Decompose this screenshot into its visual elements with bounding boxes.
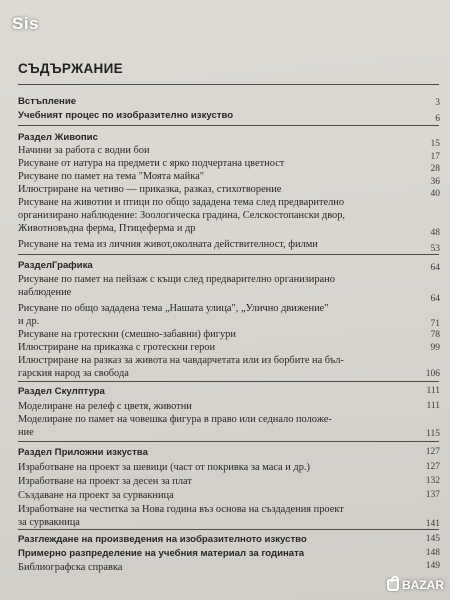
page-number: 148 <box>425 548 440 558</box>
page-number: 137 <box>425 490 440 500</box>
watermark-bottom-text: BAZAR <box>402 578 444 592</box>
toc-entry: Рисуване по памет на тема "Моята майка" <box>18 171 204 182</box>
toc-entry-cont: ние <box>18 427 34 438</box>
page-number: 36 <box>430 177 440 187</box>
section-heading: Раздел Живопис <box>18 132 98 143</box>
page-number: 17 <box>430 152 440 162</box>
section-heading: Раздел Скулптура <box>18 386 105 397</box>
page-number: 132 <box>425 476 440 486</box>
divider <box>18 441 439 442</box>
toc-entry: Рисуване на гротескни (смешно-забавни) фигури <box>18 329 236 340</box>
toc-entry: Моделиране по памет на човешка фигура в право или седнало положе- <box>18 414 332 425</box>
page-number: 141 <box>425 519 440 529</box>
toc-entry: Встъпление <box>18 96 77 107</box>
page-number: 64 <box>430 263 440 273</box>
toc-entry: Моделиране на релеф с цветя, животни <box>18 401 192 412</box>
divider <box>18 125 439 126</box>
toc-entry: Начини за работа с водни бои <box>18 145 150 156</box>
watermark-bottom <box>387 578 444 592</box>
toc-entry: Библиографска справка <box>18 562 123 573</box>
section-heading: Раздел Приложни изкуства <box>18 447 148 458</box>
toc-entry: Илюстриране на разказ за живота на чавдарчетата или из борбите на бъл- <box>18 355 344 366</box>
toc-entry-cont: и др. <box>18 316 40 327</box>
toc-entry-cont: гарския народ за свобода <box>18 368 129 379</box>
page-number: 48 <box>430 228 440 238</box>
toc-entry: Рисуване на тема из личния живот,околната действителност, филми <box>18 239 318 250</box>
divider <box>18 84 439 85</box>
toc-entry: Изработване на проект за шевици (част от покривка за маса и др.) <box>18 462 310 473</box>
page-number: 145 <box>425 534 440 544</box>
page-number: 3 <box>435 98 440 108</box>
toc-entry: Рисуване по общо зададена тема „Нашата улица", „Улично движение" <box>18 303 329 314</box>
toc-entry: Изработване на проект за десен за плат <box>18 476 192 487</box>
page-number: 64 <box>430 294 440 304</box>
toc-entry-cont: Животновъдна ферма, Птицеферма и др <box>18 223 196 234</box>
page-number: 40 <box>430 189 440 199</box>
page-number: 115 <box>426 429 440 439</box>
toc-entry-cont: за сурвакница <box>18 517 80 528</box>
toc-entry: Примерно разпределение на учебния материал за годината <box>18 548 305 559</box>
page-number: 15 <box>430 139 440 149</box>
toc-entry: Учебният процес по изобразително изкуство <box>18 110 234 121</box>
toc-entry: Изработване на честитка за Нова година въз основа на създадения проект <box>18 504 344 515</box>
toc-entry: Рисуване от натура на предмети с ярко подчертана цветност <box>18 158 285 169</box>
page-number: 6 <box>435 114 440 124</box>
page-number: 111 <box>426 386 440 396</box>
toc-entry: Илюстриране на четиво — приказка, разказ, стихотворение <box>18 184 282 195</box>
divider <box>18 381 439 382</box>
page-number: 53 <box>430 244 440 254</box>
toc-entry-cont: организирано наблюдение: Зоологическа градина, Селскостопански двор, <box>18 210 346 221</box>
shopping-bag-icon <box>387 579 399 591</box>
page-number: 71 <box>430 319 440 329</box>
page-number: 127 <box>425 462 440 472</box>
divider <box>18 529 439 530</box>
section-heading: РазделГрафика <box>18 260 93 271</box>
toc-entry: Рисуване на животни и птици по общо зададена тема след предварително <box>18 197 345 208</box>
page-number: 149 <box>425 561 440 571</box>
toc-entry-cont: наблюдение <box>18 287 72 298</box>
page-number: 28 <box>430 164 440 174</box>
toc-entry: Рисуване по памет на пейзаж с къщи след предварително организирано <box>18 274 335 285</box>
page-number: 106 <box>425 369 440 379</box>
page-number: 111 <box>426 401 440 411</box>
toc-entry: Разглеждане на произведения на изобразителното изкуство <box>18 534 307 545</box>
toc-entry: Илюстриране на приказка с гротескни герои <box>18 342 216 353</box>
divider <box>18 254 439 255</box>
page-number: 78 <box>430 330 440 340</box>
page-number: 99 <box>430 343 440 353</box>
watermark-top: Sis <box>12 14 40 33</box>
page-number: 127 <box>425 447 440 457</box>
toc-title: СЪДЪРЖАНИЕ <box>18 61 123 76</box>
toc-entry: Създаване на проект за сурвакница <box>18 490 174 501</box>
